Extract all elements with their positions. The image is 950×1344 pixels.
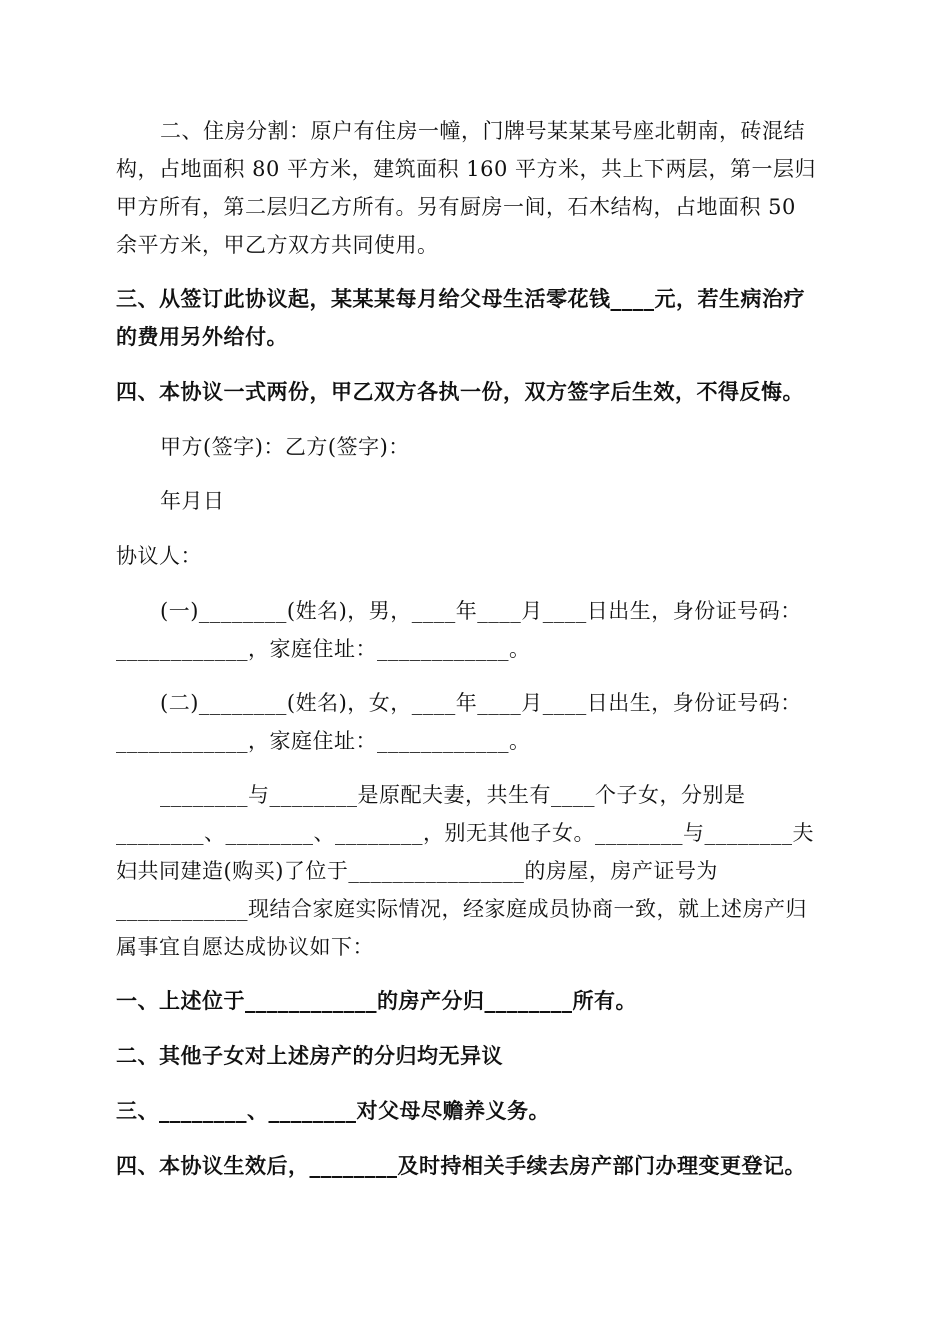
parties-heading: 协议人： xyxy=(116,544,202,568)
date-line: 年月日 xyxy=(160,489,225,513)
housing-division-line-2: 构，占地面积 80 平方米，建筑面积 160 平方米，共上下两层，第一层归 xyxy=(116,157,817,181)
clause-four: 四、本协议生效后，________及时持相关手续去房产部门办理变更登记。 xyxy=(116,1153,806,1178)
preamble-line-5: 属事宜自愿达成协议如下： xyxy=(116,935,374,959)
allowance-clause-line-1: 三、从签订此协议起，某某某每月给父母生活零花钱____元，若生病治疗 xyxy=(116,286,805,311)
party-two-line-2: ____________，家庭住址：____________。 xyxy=(116,729,531,753)
clause-three: 三、________、________对父母尽赡养义务。 xyxy=(116,1098,550,1123)
housing-division-line-3: 甲方所有，第二层归乙方所有。另有厨房一间，石木结构，占地面积 50 xyxy=(116,195,796,219)
party-one-line-2: ____________，家庭住址：____________。 xyxy=(116,637,531,661)
housing-division-line-1: 二、住房分割：原户有住房一幢，门牌号某某某号座北朝南，砖混结 xyxy=(160,119,805,143)
housing-division-line-4: 余平方米，甲乙方双方共同使用。 xyxy=(116,233,439,257)
copies-clause: 四、本协议一式两份，甲乙双方各执一份，双方签字后生效，不得反悔。 xyxy=(116,379,804,404)
preamble-line-3: 妇共同建造(购买)了位于________________的房屋，房产证号为 xyxy=(116,859,718,883)
party-one-line-1: (一)________(姓名)，男，____年____月____日出生，身份证号码： xyxy=(160,599,802,623)
clause-two: 二、其他子女对上述房产的分归均无异议 xyxy=(116,1043,503,1068)
allowance-clause-line-2: 的费用另外给付。 xyxy=(116,324,288,349)
preamble-line-2: ________、________、________，别无其他子女。________与________夫 xyxy=(116,821,814,845)
clause-one: 一、上述位于____________的房产分归________所有。 xyxy=(116,988,637,1013)
preamble-line-4: ____________现结合家庭实际情况，经家庭成员协商一致，就上述房产归 xyxy=(116,897,807,921)
signature-line: 甲方(签字)：乙方(签字)： xyxy=(160,435,410,459)
party-two-line-1: (二)________(姓名)，女，____年____月____日出生，身份证号码： xyxy=(160,691,802,715)
preamble-line-1: ________与________是原配夫妻，共生有____个子女，分别是 xyxy=(160,783,746,807)
